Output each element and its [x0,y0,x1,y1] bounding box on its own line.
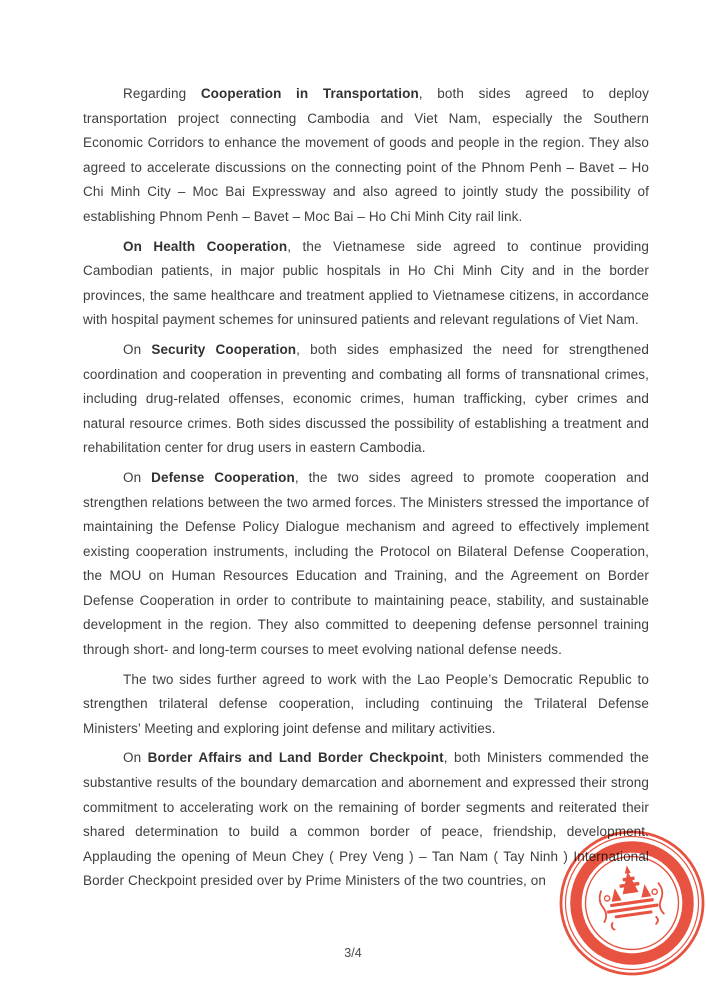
paragraph [83,338,649,461]
body-text: , both sides emphasized the need for strengthened coordination and cooperation in preventing and combating all forms of transnational crimes, including drug-related offenses, economic crimes, human trafficking, cyber crimes and natural resource crimes. Both sides discussed the possibility of establishing a treatment and rehabilitation center for drug users in eastern Cambodia. [83,341,649,456]
body-text: The two sides further agreed to work with the Lao People’s Democratic Republic to strengthen trilateral defense cooperation, including continuing the Trilateral Defense Ministers’ Meeting and exploring joint defense and military activities. [83,671,649,736]
page-footer [0,946,706,960]
topic-heading-text: Security Cooperation [151,341,297,357]
body-text: On [123,750,148,766]
paragraph [83,466,649,663]
paragraph [83,746,649,894]
topic-heading-text: On Health Cooperation [123,238,288,254]
document-body [83,82,649,899]
body-text: On [123,341,152,357]
body-text: , the Vietnamese side agreed to continue providing Cambodian patients, in major public hospitals in Ho Chi Minh City and in the border provinces, the same healthcare and treatment applied to Vietnamese citizens, in accordance with hospital payment schemes for uninsured patients and relevant regulations of Viet Nam. [83,238,649,328]
body-text: , both Ministers commended the substantive results of the boundary demarcation and abornement and expressed their strong commitment to accelerating work on the remaining of border segments and reiterated their shared determination to build a common border of peace, friendship, development. Applauding the opening of Meun Chey ( Prey Veng ) – Tan Nam ( Tay Ninh ) International Border Checkpoint presided over by Prime Ministers of the two countries, on [83,750,649,889]
stamp-star-separator [673,866,682,874]
body-text: , the two sides agreed to promote cooperation and strengthen relations between the two armed forces. The Ministers stressed the importance of maintaining the Defense Policy Dialogue mechanism and agreed to effectively implement existing cooperation instruments, including the Protocol on Bilateral Defense Cooperation, the MOU on Human Resources Education and Training, and the Agreement on Border Defense Cooperation in order to contribute to maintaining peace, stability, and sustainable development in the region. They also committed to deepening defense personnel training through short- and long-term courses to meet evolving national defense needs. [83,469,650,658]
topic-heading-text: Defense Cooperation [151,469,295,485]
paragraph [83,82,649,230]
topic-heading-text: Border Affairs and Land Border Checkpoint [147,750,444,766]
page-number: 3/4 [344,946,362,960]
body-text: On [123,469,152,485]
body-text: , both sides agreed to deploy transportation project connecting Cambodia and Viet Nam, especially the Southern Economic Corridors to enhance the movement of goods and people in the region. They also agreed to accelerate discussions on the connecting point of the Phnom Penh – Bavet – Ho Chi Minh City – Moc Bai Expressway and also agreed to jointly study the possibility of establishing Phnom Penh – Bavet – Moc Bai – Ho Chi Minh City rail link. [83,86,649,224]
topic-heading-text: Cooperation in Transportation [200,86,419,101]
paragraph [83,235,649,333]
paragraph [83,668,649,742]
body-text: Regarding [123,86,201,101]
